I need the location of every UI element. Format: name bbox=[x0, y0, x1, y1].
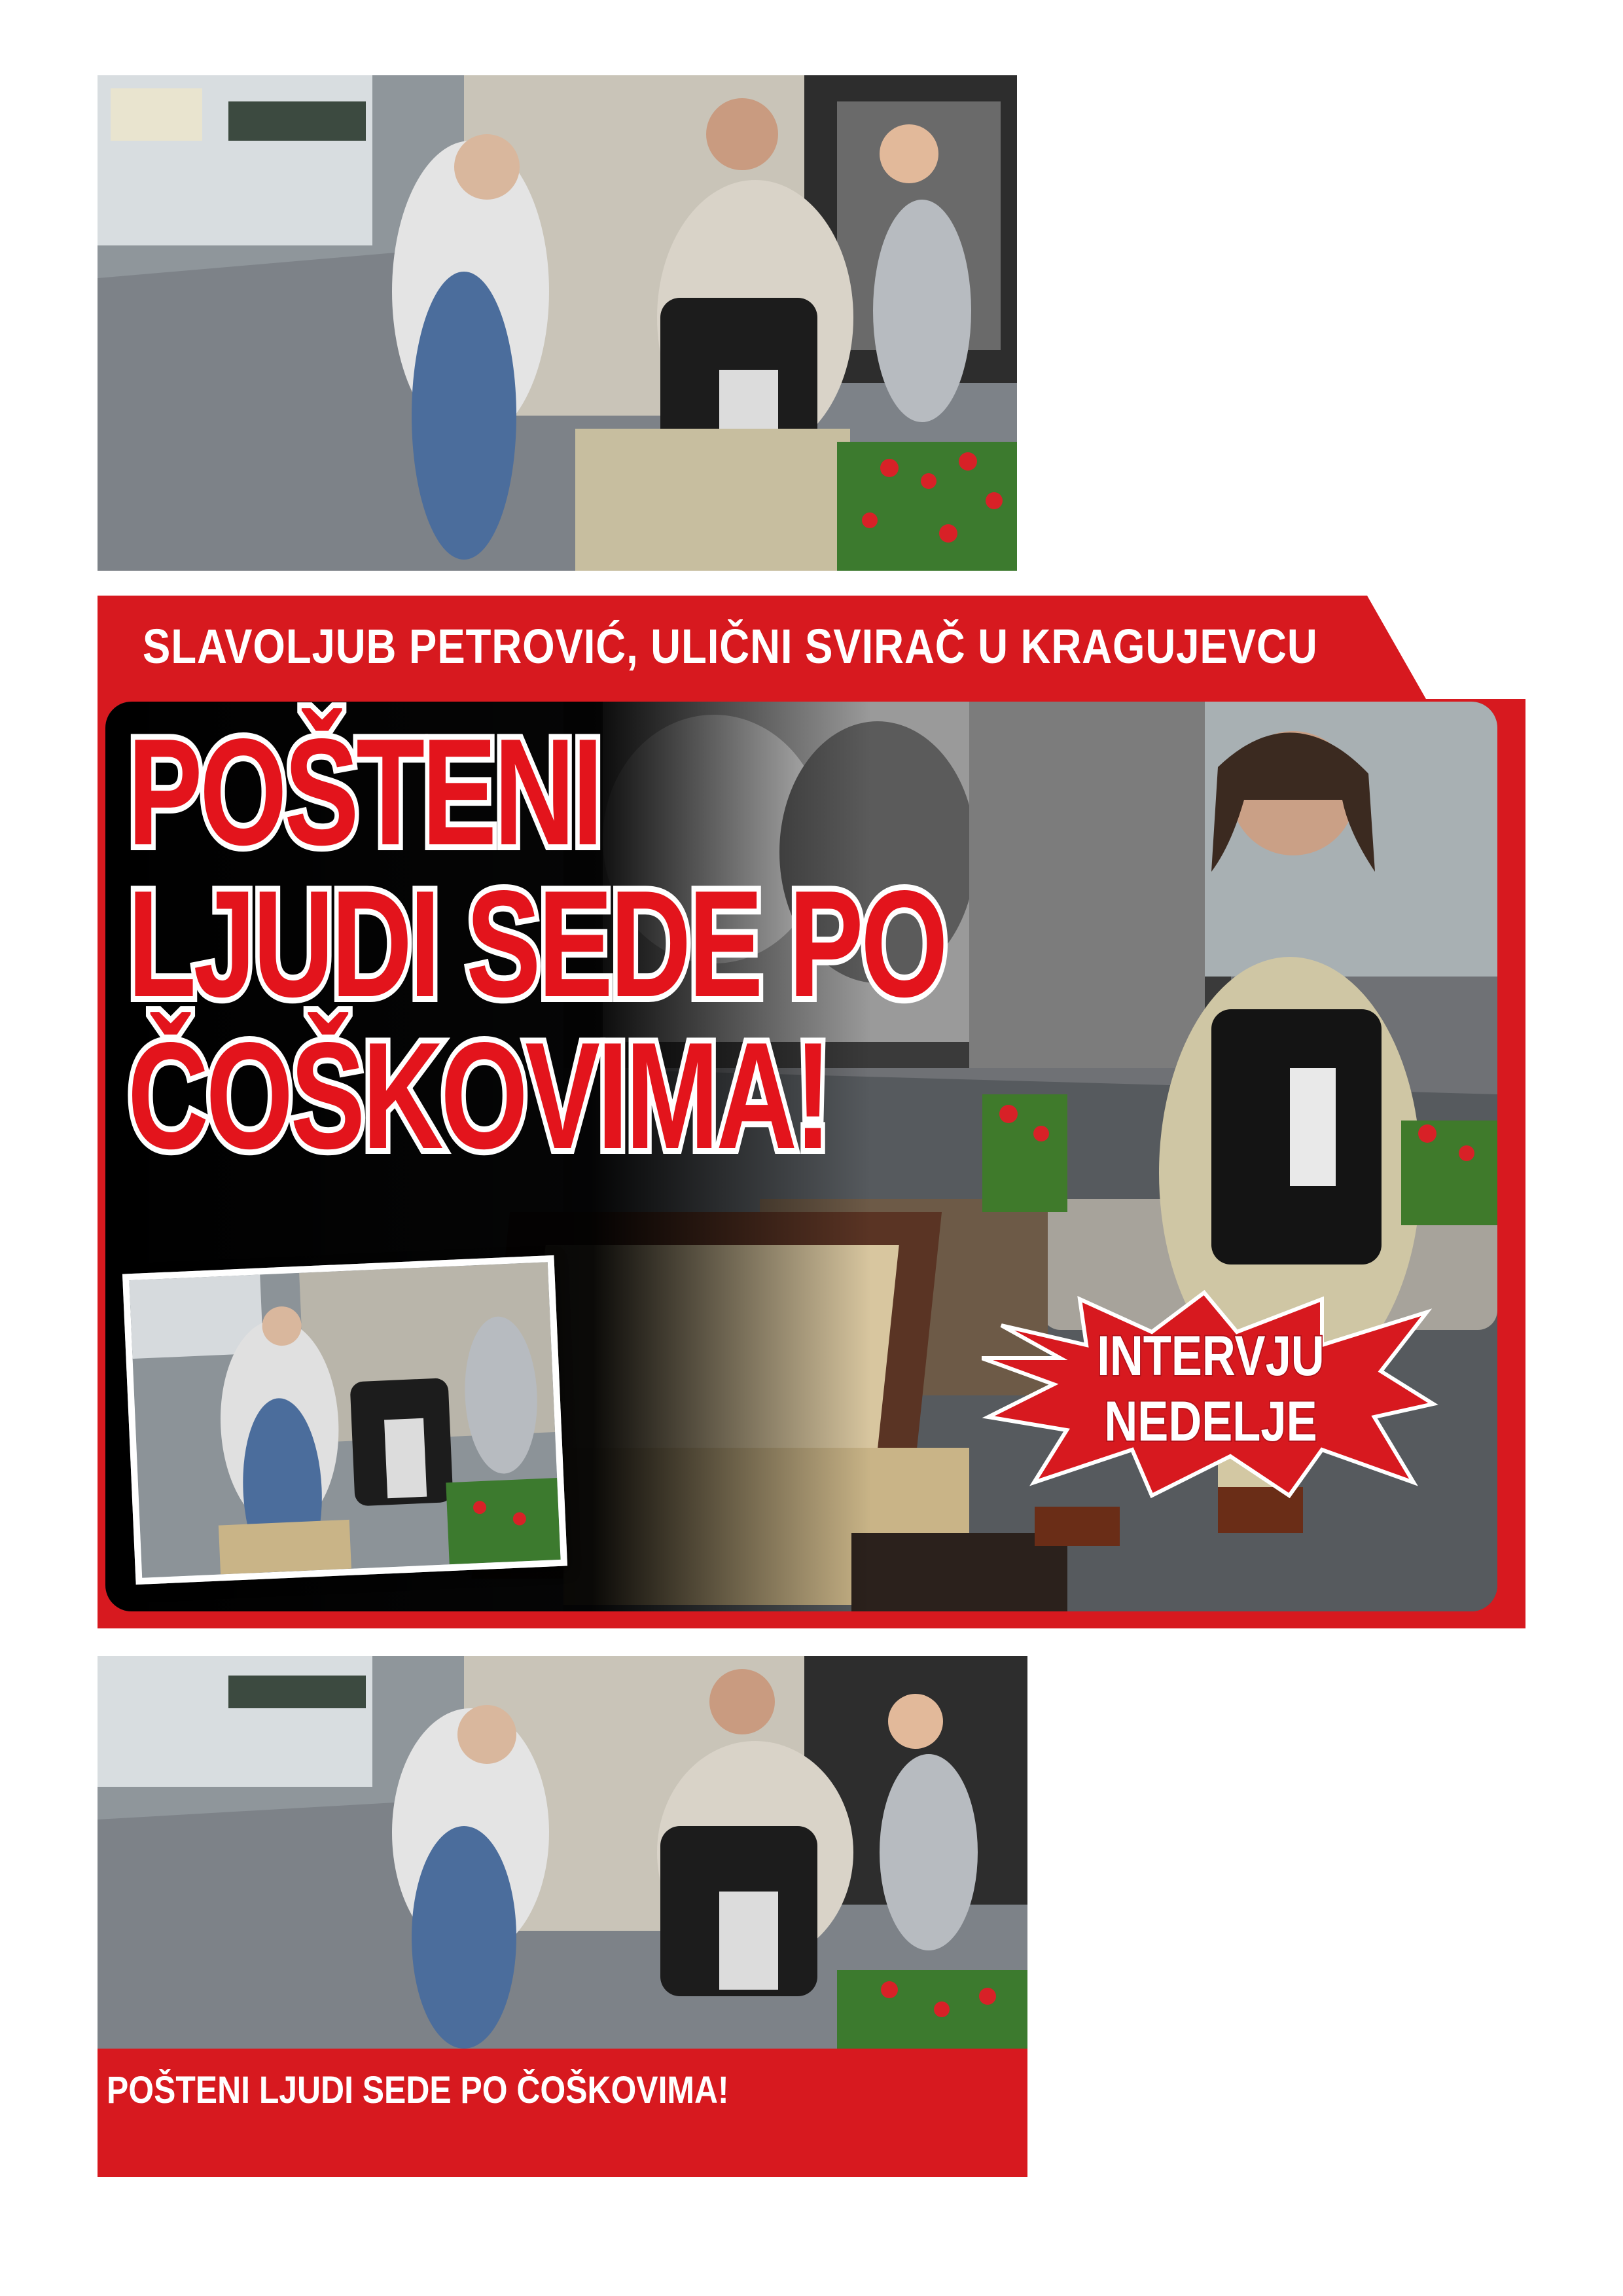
interview-badge bbox=[982, 1286, 1440, 1502]
caption-bar bbox=[98, 2049, 1027, 2177]
headline-line-2: LJUDI SEDE PO bbox=[128, 859, 946, 1029]
caption-text: POŠTENI LJUDI SEDE PO ČOŠKOVIMA! bbox=[107, 2069, 729, 2111]
headline-line-3: ČOŠKOVIMA! bbox=[128, 1011, 829, 1181]
headline-line-1: POŠTENI bbox=[128, 708, 601, 877]
headline bbox=[128, 708, 946, 1181]
inset-photo bbox=[122, 1255, 567, 1585]
badge-line-2: NEDELJE bbox=[1104, 1390, 1317, 1453]
badge-line-1: INTERVJU bbox=[1097, 1325, 1325, 1388]
street-scene-photo-top bbox=[98, 75, 1017, 571]
street-scene-photo-bottom bbox=[98, 1656, 1027, 2049]
street-scene-illustration-bottom bbox=[98, 1656, 1027, 2049]
kicker-subtitle: SLAVOLJUB PETROVIĆ, ULIČNI SVIRAČ U KRAGUJEVCU bbox=[142, 619, 1318, 673]
inset-photo-illustration bbox=[129, 1262, 560, 1577]
street-scene-illustration bbox=[98, 75, 1017, 571]
